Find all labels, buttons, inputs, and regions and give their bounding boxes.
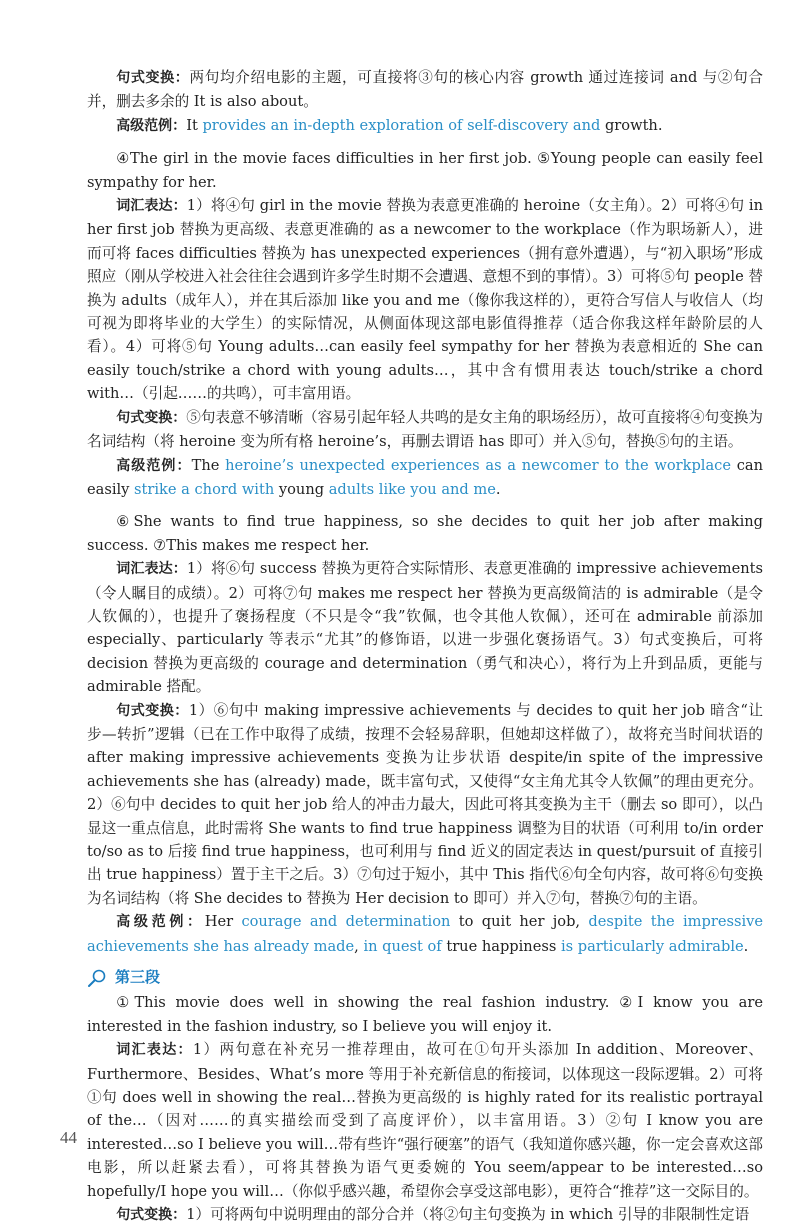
paragraph-text: ⑤句表意不够清晰（容易引起年轻人共鸣的是女主角的职场经历），故可直接将④句变换为名词结构（将 heroine 变为所有格 heroine’s，再删去谓语 has 即可）并入⑤句，替换⑤句的主语。: [87, 408, 763, 451]
paragraph-label: 词汇表达：: [116, 561, 187, 578]
section-heading: [87, 966, 763, 989]
example-text: ,: [354, 937, 364, 955]
example-text: can easily: [87, 456, 763, 498]
paragraph-label: 高级范例：: [116, 457, 192, 474]
paragraph-text: 1）可将两句中说明理由的部分合并（将②句主句变换为 in which 引导的非限制性定语: [186, 1206, 750, 1224]
paragraph-text: 1）两句意在补充另一推荐理由，故可在①句开头添加 In addition、Moreover、Furthermore、Besides、What’s more 等用于补充新信息的衔接词，以体现这一段际逻辑。2）可将①句 does well in showing the real…替换为更高级的 is highly rated for its realistic portrayal of the…（因对……的真实描绘而受到了高度评价），以丰富用语。3）②句 I know you are interested…so I believe you will…带有些许“强行硬塞”的语气（我知道你感兴趣，你一定会喜欢这部电影，所以赶紧去看），可将其替换为语气更委婉的 You seem/appear to be interested…so hopefully/I hope you will…（你似乎感兴趣，希望你会享受这部电影），更符合“推荐”这一交际目的。: [87, 1041, 764, 1200]
paragraph-text: 1）将④句 girl in the movie 替换为表意更准确的 heroine（女主角）。2）可将④句 in her first job 替换为更高级、表意更准确的 as a newcomer to the workplace（作为职场新人），进而可将 faces difficulties 替换为 has unexpected experiences（拥有意外遭遇），与“初入职场”形成照应（刚从学校进入社会往往会遇到许多学生时期不会遭遇、意想不到的事情）。3）可将⑤句 people 替换为 adults（成年人），并在其后添加 like you and me（像你我这样的），更符合写信人与收信人（均可视为即将毕业的大学生）的实际情况，从侧面体现这部电影值得推荐（适合你我这样年龄阶层的人看）。4）可将⑤句 Young adults…can easily feel sympathy for her 替换为表意相近的 She can easily touch/strike a chord with young adults…，其中含有惯用表达 touch/strike a chord with…（引起……的共鸣），可丰富用语。: [87, 197, 764, 403]
paragraph-label: 高级范例：: [116, 914, 205, 931]
section-title: 第三段: [115, 968, 161, 987]
page-content: [87, 66, 763, 1228]
example-text: growth.: [600, 116, 663, 134]
paragraph-text: ⑥She wants to find true happiness, so she decides to quit her job after making success. ⑦This makes me respect her.: [87, 513, 763, 554]
paragraph-text: 1）将⑥句 success 替换为更符合实际情形、表意更准确的 impressive achievements（令人瞩目的成绩）。2）可将⑦句 makes me respect her 替换为更高级简洁的 is admirable（是令人钦佩的），也提升了褒扬程度（不只是令“我”钦佩，也令其他人钦佩），还可在 admirable 前添加 especially、particularly 等表示“尤其”的修饰语，以进一步强化褒扬语气。3）句式变换后，可将 decision 替换为更高级的 courage and determination（勇气和决心），将行为上升到品质，更能与 admirable 搭配。: [87, 560, 764, 696]
paragraph-text: 1）⑥句中 making impressive achievements 与 decides to quit her job 暗含“让步—转折”逻辑（已在工作中取得了成绩，按理不会轻易辞职，但她却这样做了），故将充当时间状语的 after making impressive achievements 变换为让步状语 despite/in spite of the impressive achievements she has (already) made，既丰富句式，又使得“女主角尤其令人钦佩”的理由更充分。2）⑥句中 decides to quit her job 给人的冲击力最大，因此可将其变换为主干（删去 so 即可），以凸显这一重点信息，此时需将 She wants to find true happiness 调整为目的状语（可利用 to/in order to/so as to 后接 find true happiness，也可利用与 find 近义的固定表达 in quest/pursuit of 直接引出 true happiness）置于主干之后。3）⑦句过于短小，其中 This 指代⑥句全句内容，故可将⑥句变换为名词结构（将 She decides to 替换为 Her decision to 即可）并入⑦句，替换⑦句的主语。: [87, 701, 763, 907]
highlighted-phrase: despite the impressive achievements she has already made: [87, 913, 763, 955]
example-text: It: [186, 116, 203, 134]
example-text: .: [743, 937, 749, 955]
paragraph-label: 词汇表达：: [116, 198, 187, 215]
paragraph-text: ④The girl in the movie faces difficulties in her first job. ⑤Young people can easily feel sympathy for her.: [87, 150, 763, 191]
highlighted-phrase: heroine’s unexpected experiences as a newcomer to the workplace: [225, 456, 731, 474]
source-sentences: [87, 991, 763, 1038]
highlighted-phrase: adults like you and me: [328, 480, 496, 498]
explanation-paragraph: [87, 1038, 763, 1203]
paragraph-text: 两句均介绍电影的主题，可直接将③句的核心内容 growth 通过连接词 and 与②句合并，删去多余的 It is also about。: [87, 69, 763, 111]
highlighted-phrase: courage and determination: [241, 913, 451, 931]
explanation-paragraph: [87, 699, 763, 911]
source-sentences: [87, 510, 763, 557]
source-sentences: [87, 147, 763, 194]
example-text: .: [495, 480, 501, 498]
explanation-paragraph: [87, 66, 763, 114]
magnifier-icon: [87, 968, 109, 988]
page-number: 44: [60, 1128, 77, 1147]
paragraph-label: 词汇表达：: [116, 1042, 193, 1059]
paragraph-label: 句式变换：: [116, 1207, 187, 1224]
explanation-paragraph: [87, 1203, 763, 1227]
example-text: Her: [204, 913, 242, 931]
explanation-paragraph: [87, 557, 763, 698]
explanation-paragraph: [87, 194, 763, 406]
example-paragraph: [87, 114, 763, 138]
highlighted-phrase: strike a chord with: [134, 480, 275, 498]
example-text: true happiness: [441, 937, 561, 955]
paragraph-label: 高级范例：: [116, 117, 187, 134]
highlighted-phrase: is particularly admirable: [560, 937, 744, 955]
example-paragraph: [87, 910, 763, 958]
paragraph-text: ①This movie does well in showing the real fashion industry. ②I know you are interested in the fashion industry, so I believe you will enjoy it.: [87, 994, 763, 1035]
example-paragraph: [87, 454, 763, 502]
paragraph-label: 句式变换：: [116, 70, 190, 86]
paragraph-label: 句式变换：: [116, 409, 187, 426]
highlighted-phrase: provides an in-depth exploration of self-discovery and: [202, 116, 601, 134]
explanation-paragraph: [87, 406, 763, 454]
example-text: to quit her job,: [450, 913, 589, 931]
paragraph-label: 句式变换：: [116, 702, 189, 719]
highlighted-phrase: in quest of: [363, 937, 442, 955]
example-text: young: [274, 480, 329, 498]
example-text: The: [191, 456, 226, 474]
